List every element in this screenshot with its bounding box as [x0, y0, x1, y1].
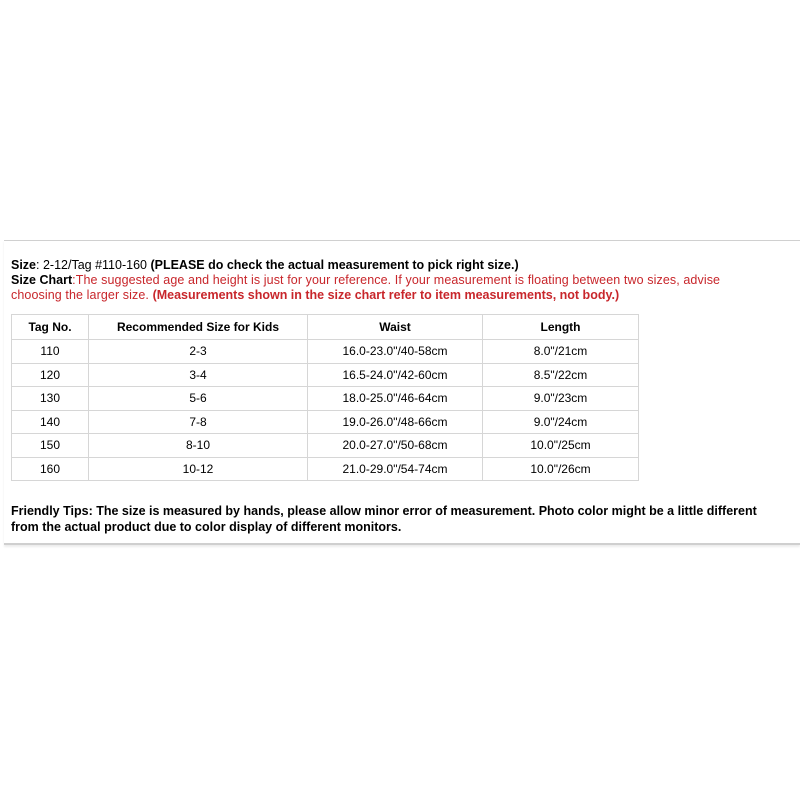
cell-size: 3-4 — [89, 363, 308, 387]
table-row — [12, 410, 639, 434]
cell-tag: 130 — [12, 387, 89, 411]
table-header-row — [12, 315, 639, 340]
cell-waist: 19.0-26.0"/48-66cm — [308, 410, 483, 434]
cell-waist: 20.0-27.0"/50-68cm — [308, 434, 483, 458]
size-info-panel — [4, 240, 800, 545]
tips-line-2: from the actual product due to color display of different monitors. — [11, 520, 402, 534]
cell-size: 5-6 — [89, 387, 308, 411]
header-tag-no: Tag No. — [12, 315, 89, 340]
cell-size: 8-10 — [89, 434, 308, 458]
size-chart-text: :The suggested age and height is just for your reference. If your measurement is floating between two sizes, advise — [72, 273, 721, 287]
size-value: : 2-12/Tag #110-160 — [36, 258, 151, 272]
cell-size: 2-3 — [89, 340, 308, 364]
size-chart-note: (Measurements shown in the size chart refer to item measurements, not body.) — [152, 288, 620, 302]
cell-tag: 120 — [12, 363, 89, 387]
size-line — [11, 257, 519, 273]
cell-length: 9.0"/24cm — [483, 410, 639, 434]
cell-length: 8.0"/21cm — [483, 340, 639, 364]
table-row — [12, 387, 639, 411]
table-row — [12, 457, 639, 481]
friendly-tips — [11, 503, 800, 535]
size-chart-text-2: choosing the larger size. — [11, 288, 153, 302]
table-row — [12, 363, 639, 387]
cell-size: 10-12 — [89, 457, 308, 481]
cell-tag: 150 — [12, 434, 89, 458]
size-label: Size — [11, 258, 37, 272]
cell-waist: 16.0-23.0"/40-58cm — [308, 340, 483, 364]
header-waist: Waist — [308, 315, 483, 340]
cell-waist: 16.5-24.0"/42-60cm — [308, 363, 483, 387]
size-chart-line — [11, 272, 720, 288]
size-table — [11, 314, 639, 481]
cell-size: 7-8 — [89, 410, 308, 434]
size-chart-line-2 — [11, 287, 619, 303]
size-note: (PLEASE do check the actual measurement to pick right size.) — [150, 258, 519, 272]
cell-waist: 18.0-25.0"/46-64cm — [308, 387, 483, 411]
cell-tag: 160 — [12, 457, 89, 481]
table-row — [12, 340, 639, 364]
header-recommended-size: Recommended Size for Kids — [89, 315, 308, 340]
cell-tag: 110 — [12, 340, 89, 364]
cell-length: 10.0"/26cm — [483, 457, 639, 481]
size-chart-label: Size Chart — [11, 273, 73, 287]
header-length: Length — [483, 315, 639, 340]
cell-waist: 21.0-29.0"/54-74cm — [308, 457, 483, 481]
cell-length: 8.5"/22cm — [483, 363, 639, 387]
tips-line-1: Friendly Tips: The size is measured by hands, please allow minor error of measurement. Photo color might be a little different — [11, 504, 757, 518]
table-row — [12, 434, 639, 458]
cell-length: 10.0"/25cm — [483, 434, 639, 458]
cell-tag: 140 — [12, 410, 89, 434]
cell-length: 9.0"/23cm — [483, 387, 639, 411]
